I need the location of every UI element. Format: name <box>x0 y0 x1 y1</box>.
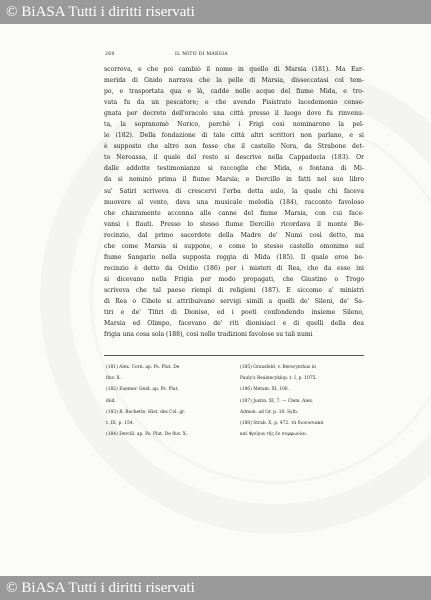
footnotes-right-column <box>240 362 366 440</box>
watermark-banner-top <box>0 0 431 24</box>
body-text-line: di Rea o Cibele si attribuivano servigi simili a quelli de' Sileni, de' Sa- <box>104 297 364 305</box>
body-text-line: su' Satiri scriveva di crescervi l'erba detta aulo, la quale chi faceva <box>104 187 364 195</box>
body-text-line: da si nominò prima il fiume Marsia; e Dercillo in fatti nel suo libro <box>104 176 364 184</box>
body-text-line: vata fu da un pescatore; e che avendo Pisistrato lacedemonio conse- <box>104 99 364 107</box>
body-text-line: frigia una cosa sola (188), così nelle tradizioni favolose su tali numi <box>104 331 313 339</box>
body-text-line: Marsia ed Olimpo, facevano de' riti dionisiaci e di quelli della dea <box>104 320 364 328</box>
body-text-line: recinzio è detto da Ovidio (186) per i misteri di Rea, che da esso ini <box>104 264 364 272</box>
body-text-line: vansi i flauti. Presso lo stesso fiume Dercillo ricordava il monte Be- <box>104 220 364 228</box>
footnote-line: ibid. <box>106 398 116 404</box>
body-text-line: ta, la sopranomò Norico, perchè i Frigi così nominarono la pel- <box>104 121 364 129</box>
footnotes-left-column <box>106 362 236 440</box>
body-text-line: merida di Gnido narrava che la pelle di Marsia, disseccatasi col tem- <box>104 77 364 85</box>
copyright-symbol: © <box>6 579 18 596</box>
body-text-line: gnata per decreto dell'oracolo una città presso il luogo dove fu rinvenu- <box>104 110 364 118</box>
body-text-line: recinzio, dal primo sacerdote della Madre de' Numi così detto, ma <box>104 231 364 239</box>
body-text-line: è supposto che altro non fosse che il castello Nora, da Strabone det- <box>104 143 364 151</box>
footnote-line: (181) Alex. Corn. ap. Ps. Plut. De <box>106 365 180 370</box>
body-text-line: po, e trasportata qua e là, cadde nelle acque del fiume Mida, e tro- <box>104 88 364 96</box>
running-title: IL MITO DI MARSIA <box>175 52 228 57</box>
footnote-line: (186) Metam. XI, 106. <box>240 387 290 393</box>
body-text-line: che come Marsia si suppone, e come lo stesso castello omonimo sul <box>104 242 364 250</box>
watermark-text: BiASA Tutti i diritti riservati <box>21 3 195 20</box>
footnote-line: t. III, p. 154. <box>106 421 134 427</box>
footnote-line: (188) Strab. X, p. 472. τὰ διονυσιακά <box>240 421 324 427</box>
footnote-line: καὶ Φρύγια τῆς ἐν συμφωνίαι. <box>240 432 308 438</box>
footnote-line: fluv. X. <box>106 376 122 382</box>
copyright-symbol: © <box>6 3 18 20</box>
body-text-line: fiume Sangario nella supposta reggia di Mida (185). Il quale eroe be- <box>104 253 364 261</box>
body-text-line: scriveva che tal paese riempì di religioni (187). E siccome a' ministri <box>104 286 364 294</box>
watermark-banner-bottom <box>0 576 431 600</box>
footnote-line: (184) Dercill. ap. Ps. Plut. De fluv. X. <box>106 432 188 438</box>
footnote-line: (182) Euemer. Gnid. ap. Ps. Plut. <box>106 387 179 393</box>
body-text-line: to Neroassa, il quale del resto si descrive nella Cappadocia (183). Or <box>104 154 364 162</box>
body-text-line: si dicevano nella Frigia per modo propagati, che Giustino o Trogo <box>104 275 364 283</box>
body-text-line: tiri e de' Titiri di Dioniso, ed i poeti confondendo insieme Sileno, <box>104 309 364 317</box>
footnote-line: (183) R. Rochette, Hist. des Col. gr. <box>106 409 186 415</box>
body-text <box>104 64 364 340</box>
watermark-text: BiASA Tutti i diritti riservati <box>21 579 195 596</box>
body-text-line: dalle addotte testimonianze si raccoglie che Mida, o fontana di Mi- <box>104 165 364 173</box>
body-text-line: che chiaramente accenna alle canne del fiume Marsia, con cui face- <box>104 209 364 217</box>
body-text-line: scorreva, e che poi cambiò il nome in quello di Marsia (181). Ma Ear- <box>104 66 364 73</box>
body-text-line: muovere al vento, dava una musicale melodia (184), racconto favoloso <box>104 198 364 206</box>
footnote-line: (187) Justin. XI, 7. — Clem. Alex. <box>240 398 314 404</box>
footnote-line: Admon. ad Gr. p. 10. Sylb. <box>240 409 299 415</box>
page-number: 260 <box>105 52 115 57</box>
footnote-line: (185) Gruxsfeld, v. Berecynthus in <box>240 365 316 370</box>
footnote-line: Pauly's Realencyklop. t. I, p. 1075. <box>240 376 317 382</box>
footnote-separator <box>104 355 364 356</box>
body-text-line: le (182). Della fondazione di tale città altri scrittori non parlano, e si <box>104 132 364 140</box>
